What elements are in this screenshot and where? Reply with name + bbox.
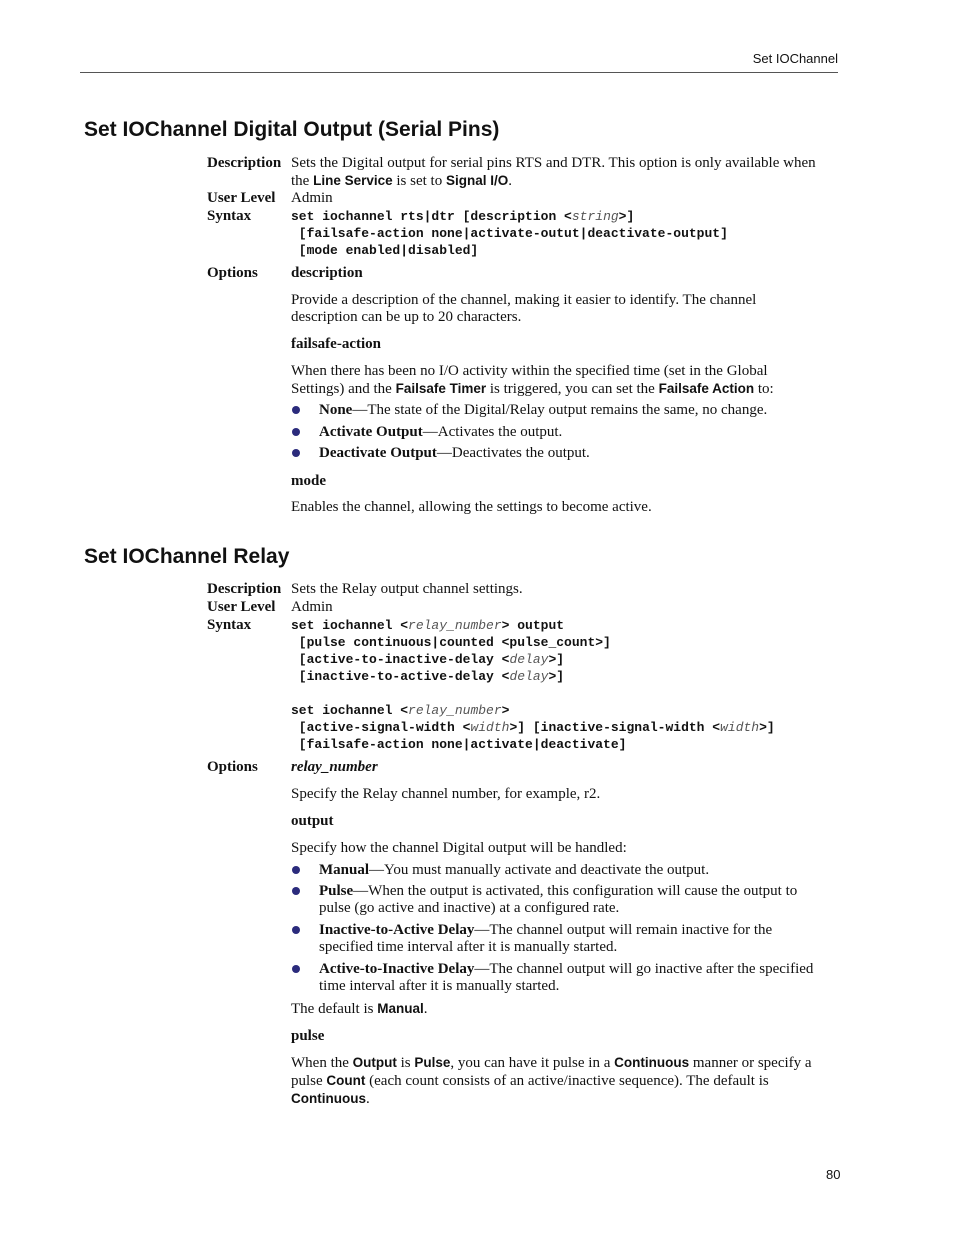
list-item: None—The state of the Digital/Relay output remains the same, no change. bbox=[319, 402, 768, 418]
bullet-icon bbox=[292, 428, 300, 436]
default-note: The default is Manual. bbox=[291, 1001, 428, 1017]
option-text: Specify the Relay channel number, for example, r2. bbox=[291, 786, 601, 802]
user-level-label: User Level bbox=[207, 190, 276, 206]
options-label: Options bbox=[207, 759, 258, 775]
syntax-block: set iochannel rts|dtr [description <string>] [failsafe-action none|activate-outut|deactivate-output] [mode enabled|disabled] bbox=[291, 209, 728, 258]
option-name: output bbox=[291, 813, 334, 829]
header-rule bbox=[80, 72, 838, 73]
option-text: Enables the channel, allowing the settings to become active. bbox=[291, 499, 652, 515]
bullet-icon bbox=[292, 926, 300, 934]
bullet-icon bbox=[292, 406, 300, 414]
section-heading-digital-output: Set IOChannel Digital Output (Serial Pins) bbox=[84, 118, 500, 141]
list-item: Active-to-Inactive Delay—The channel output will go inactive after the specified time interval after it is manually started. bbox=[319, 961, 814, 994]
bullet-icon bbox=[292, 449, 300, 457]
description-text: Sets the Relay output channel settings. bbox=[291, 581, 523, 597]
option-text: Specify how the channel Digital output will be handled: bbox=[291, 840, 627, 856]
option-text: When there has been no I/O activity within the specified time (set in the Global Settings) and the Failsafe Timer is triggered, you can set the Failsafe Action to: bbox=[291, 363, 774, 397]
user-level-value: Admin bbox=[291, 190, 333, 206]
list-item: Pulse—When the output is activated, this configuration will cause the output to pulse (go active and inactive) at a configured rate. bbox=[319, 883, 798, 916]
bullet-icon bbox=[292, 965, 300, 973]
option-name: mode bbox=[291, 473, 326, 489]
section-heading-relay: Set IOChannel Relay bbox=[84, 545, 290, 568]
bullet-icon bbox=[292, 887, 300, 895]
list-item: Manual—You must manually activate and deactivate the output. bbox=[319, 862, 710, 878]
page-number: 80 bbox=[826, 1167, 841, 1182]
user-level-label: User Level bbox=[207, 599, 276, 615]
description-text: Sets the Digital output for serial pins RTS and DTR. This option is only available when the Line Service is set to Signal I/O. bbox=[291, 155, 816, 189]
syntax-label: Syntax bbox=[207, 208, 252, 224]
description-label: Description bbox=[207, 581, 282, 597]
option-name: pulse bbox=[291, 1028, 325, 1044]
running-header: Set IOChannel bbox=[752, 51, 838, 66]
option-text: Provide a description of the channel, making it easier to identify. The channel description can be up to 20 characters. bbox=[291, 292, 757, 325]
list-item: Deactivate Output—Deactivates the output. bbox=[319, 445, 590, 461]
option-name: failsafe-action bbox=[291, 336, 381, 352]
syntax-block: set iochannel <relay_number> output [pulse continuous|counted <pulse_count>] [active-to-inactive-delay <delay>] [inactive-to-active-delay <delay>] set iochannel <relay_number> [active-signal-width <width>] [inactive-signal-width <width>] [failsafe-action none|activate|deactivate] bbox=[291, 618, 775, 752]
syntax-label: Syntax bbox=[207, 617, 252, 633]
list-item: Activate Output—Activates the output. bbox=[319, 424, 563, 440]
options-label: Options bbox=[207, 265, 258, 281]
list-item: Inactive-to-Active Delay—The channel output will remain inactive for the specified time interval after it is manually started. bbox=[319, 922, 773, 955]
option-name: relay_number bbox=[291, 759, 378, 775]
option-name: description bbox=[291, 265, 363, 281]
description-label: Description bbox=[207, 155, 282, 171]
bullet-icon bbox=[292, 866, 300, 874]
option-text: When the Output is Pulse, you can have it pulse in a Continuous manner or specify a pulse Count (each count consists of an active/inactive sequence). The default is Continuous. bbox=[291, 1055, 812, 1107]
user-level-value: Admin bbox=[291, 599, 333, 615]
